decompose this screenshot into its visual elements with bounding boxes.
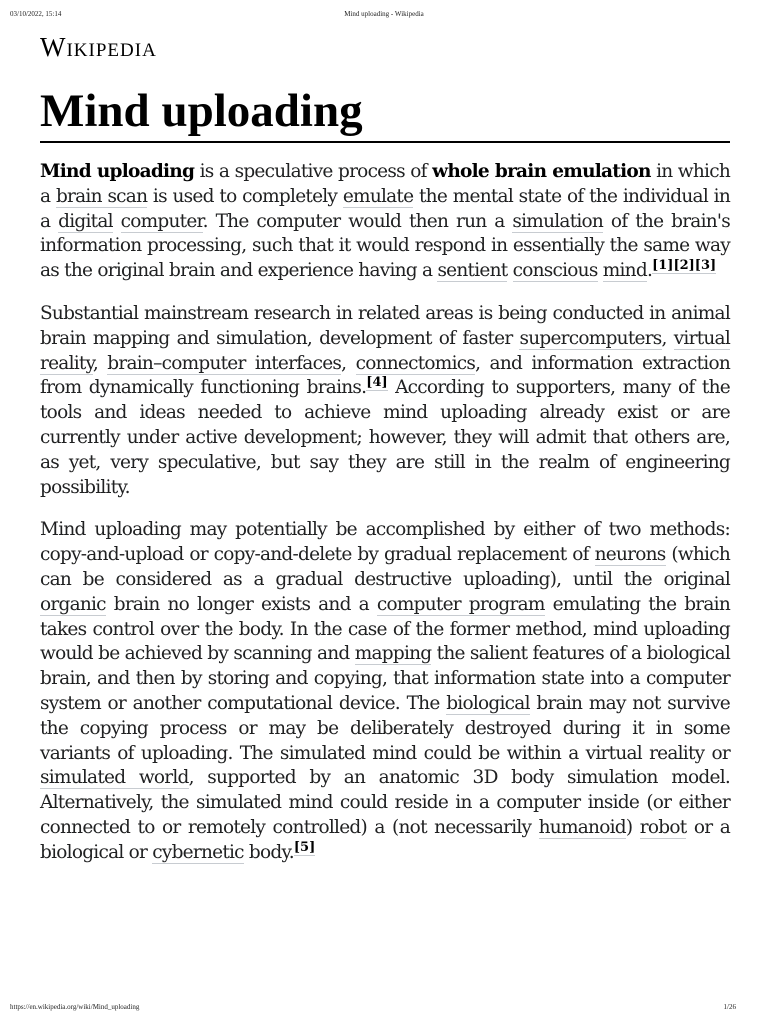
print-footer [10, 1003, 758, 1015]
print-date: 03/10/2022, 15:14 [10, 10, 62, 18]
link-organic[interactable]: organic [40, 593, 106, 615]
print-url: https://en.wikipedia.org/wiki/Mind_uploading [10, 1003, 140, 1011]
link-conscious[interactable]: conscious [512, 260, 598, 282]
citation-link-3[interactable]: [3] [694, 258, 717, 274]
citation-4 [366, 375, 387, 391]
paragraph-2: Substantial mainstream research in related areas is being conducted in animal brain mapping and simulation, development of faster supercomputers, virtual reality, brain–computer interfaces, connectomics, and information extraction from dynamically functioning brains.[4] According to supporters, many of the tools and ideas needed to achieve mind uploading already exist or are currently under active development; however, they will admit that others are, as yet, very speculative, but say they are still in the realm of engineering possibility. [40, 302, 731, 498]
link-mapping[interactable]: mapping [354, 643, 432, 665]
paragraph-3: Mind uploading may potentially be accomplished by either of two methods: copy-and-upload or copy-and-delete by gradual replacement of neurons (which can be considered as a gradual destructive uploading), until the original organic brain no longer exists and a computer program emulating the brain takes control over the body. In the case of the former method, mind uploading would be achieved by scanning and mapping the salient features of a biological brain, and then by storing and copying, that information state into a computer system or another computational device. The biological brain may not survive the copying process or may be deliberately destroyed during it in some variants of uploading. The simulated mind could be within a virtual reality or simulated world, supported by an anatomic 3D body simulation model. Alternatively, the simulated mind could reside in a computer inside (or either connected to or remotely controlled) a (not necessarily humanoid) robot or a biological or cybernetic body.[5] [40, 519, 730, 863]
citation-link-4[interactable]: [4] [366, 375, 388, 391]
citation-link-2[interactable]: [2] [673, 258, 695, 274]
link-emulate[interactable]: emulate [342, 185, 414, 207]
print-header [10, 10, 758, 22]
bold-term: whole brain emulation [432, 161, 651, 182]
wikipedia-wordmark[interactable]: Wikipedia [40, 32, 157, 62]
link-sentient[interactable]: sentient [437, 260, 508, 282]
citation-link-1[interactable]: [1] [652, 258, 674, 274]
link-humanoid[interactable]: humanoid [538, 816, 626, 838]
citation-5 [294, 840, 315, 856]
link-digital[interactable]: digital [58, 210, 113, 232]
citation-2 [673, 258, 694, 274]
link-computer-program[interactable]: computer program [376, 593, 545, 615]
paragraph-1: Mind uploading is a speculative process of whole brain emulation in which a brain scan is used to completely emulate the mental state of the individual in a digital computer. The computer would then run a simulation of the brain's information processing, such that it would respond in essentially the same way as the original brain and experience having a sentient conscious mind.[1][2][3] [40, 161, 730, 282]
link-supercomputers[interactable]: supercomputers [519, 327, 662, 349]
link-simulation[interactable]: simulation [512, 210, 604, 232]
print-page-title: Mind uploading - Wikipedia [344, 10, 424, 18]
link-neurons[interactable]: neurons [594, 544, 666, 566]
link-brain-scan[interactable]: brain scan [55, 185, 148, 207]
page-number: 1/26 [723, 1003, 736, 1011]
article-body [40, 160, 730, 884]
citation-1 [652, 258, 673, 274]
link-mind[interactable]: mind [602, 260, 647, 282]
title-divider [40, 141, 730, 143]
citation-link-5[interactable]: [5] [293, 839, 316, 855]
citation-3 [695, 258, 716, 274]
bold-term: Mind uploading [40, 161, 195, 182]
link-virtual-reality[interactable]: virtual reality [40, 327, 730, 374]
link-computer[interactable]: computer [120, 210, 203, 232]
link-simulated-world[interactable]: simulated world [40, 767, 189, 789]
link-biological[interactable]: biological [446, 692, 530, 714]
link-brain-computer-interfaces[interactable]: brain–computer interfaces [107, 352, 342, 374]
link-robot[interactable]: robot [639, 816, 687, 838]
link-connectomics[interactable]: connectomics [355, 352, 476, 374]
page-title: Mind uploading [40, 85, 363, 137]
link-cybernetic[interactable]: cybernetic [152, 841, 244, 863]
